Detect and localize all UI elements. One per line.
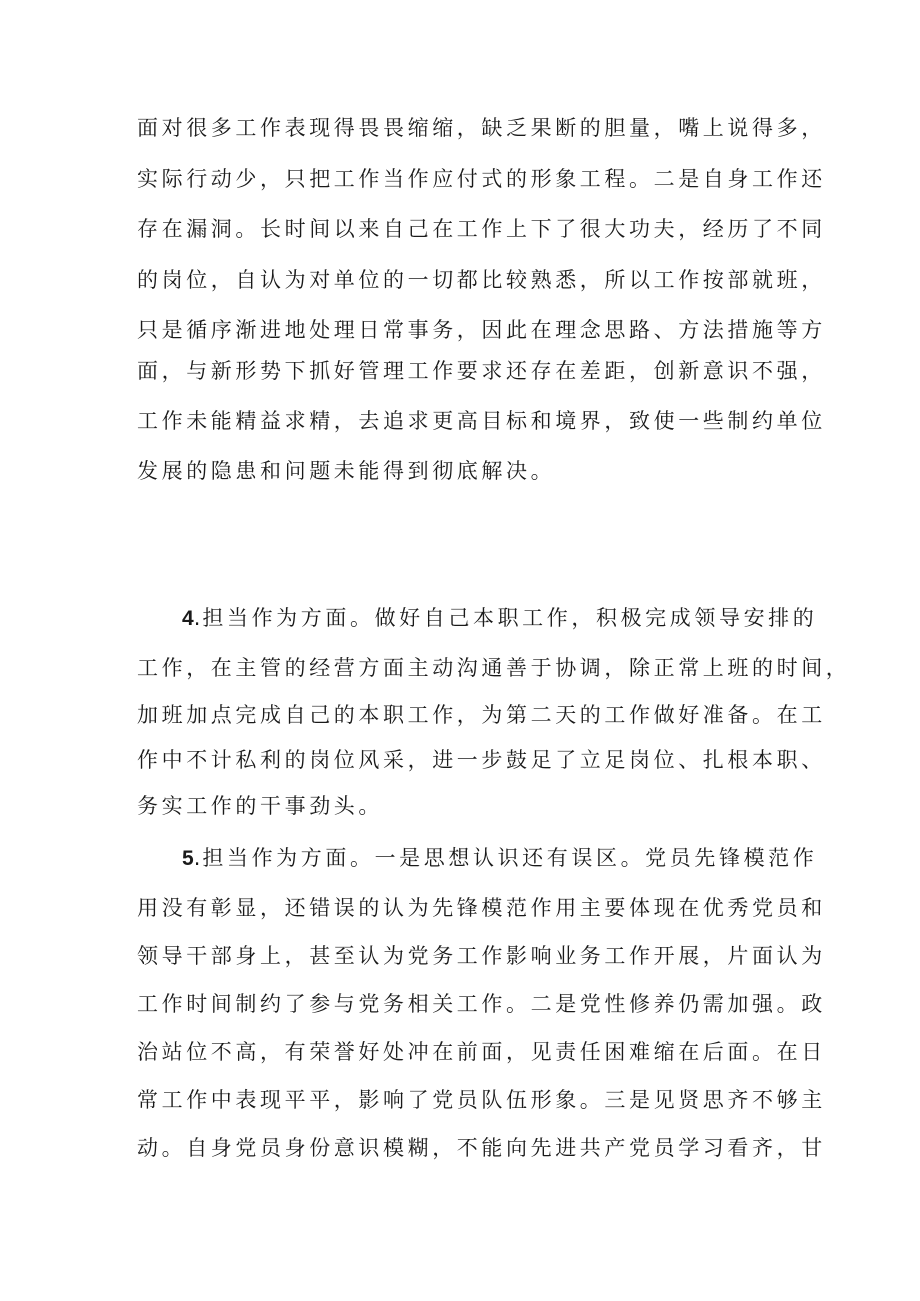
- paragraph-4-separator: .: [193, 606, 203, 630]
- paragraph-1-line-4: 的岗位，自认为对单位的一切都比较熟悉，所以工作按部就班，: [137, 268, 826, 292]
- paragraph-5-line-4: 工作时间制约了参与党务相关工作。二是党性修养仍需加强。政: [137, 992, 826, 1016]
- paragraph-5-line-2: 用没有彰显，还错误的认为先锋模范作用主要体现在优秀党员和: [137, 896, 826, 920]
- paragraph-4-line-3: 加班加点完成自己的本职工作，为第二天的工作做好准备。在工: [137, 703, 826, 727]
- paragraph-4-line-1: [182, 600, 818, 636]
- paragraph-5-number: 5: [182, 847, 194, 870]
- paragraph-1-line-7: 工作未能精益求精，去追求更高目标和境界，致使一些制约单位: [137, 409, 826, 433]
- paragraph-1-line-2: 实际行动少，只把工作当作应付式的形象工程。二是自身工作还: [137, 167, 826, 191]
- paragraph-1-line-3: 存在漏洞。长时间以来自己在工作上下了很大功夫，经历了不同: [137, 217, 826, 241]
- paragraph-5-separator: .: [193, 846, 203, 870]
- paragraph-5-line-3: 领导干部身上，甚至认为党务工作影响业务工作开展，片面认为: [137, 944, 826, 968]
- paragraph-4-line-5: 务实工作的干事劲头。: [137, 794, 383, 818]
- paragraph-5-line-1: [182, 840, 818, 876]
- paragraph-1-line-1: 面对很多工作表现得畏畏缩缩，缺乏果断的胆量，嘴上说得多，: [137, 116, 826, 140]
- paragraph-4-number: 4: [182, 607, 194, 630]
- paragraph-4-line-2: 工作，在主管的经营方面主动沟通善于协调，除正常上班的时间，: [137, 656, 851, 680]
- paragraph-5-line-5: 治站位不高，有荣誉好处冲在前面，见责任困难缩在后面。在日: [137, 1040, 826, 1064]
- paragraph-4-line-4: 作中不计私利的岗位风采，进一步鼓足了立足岗位、扎根本职、: [137, 748, 826, 772]
- paragraph-1-line-8: 发展的隐患和问题未能得到彻底解决。: [137, 459, 556, 483]
- paragraph-1-line-6: 面，与新形势下抓好管理工作要求还存在差距，创新意识不强，: [137, 359, 826, 383]
- paragraph-5-line-6: 常工作中表现平平，影响了党员队伍形象。三是见贤思齐不够主: [137, 1088, 826, 1112]
- paragraph-4-first-line-text: 担当作为方面。做好自己本职工作，积极完成领导安排的: [202, 606, 818, 630]
- paragraph-5-first-line-text: 担当作为方面。一是思想认识还有误区。党员先锋模范作: [202, 846, 818, 870]
- paragraph-1-line-5: 只是循序渐进地处理日常事务，因此在理念思路、方法措施等方: [137, 318, 826, 342]
- paragraph-5-line-7: 动。自身党员身份意识模糊，不能向先进共产党员学习看齐，甘: [137, 1136, 826, 1160]
